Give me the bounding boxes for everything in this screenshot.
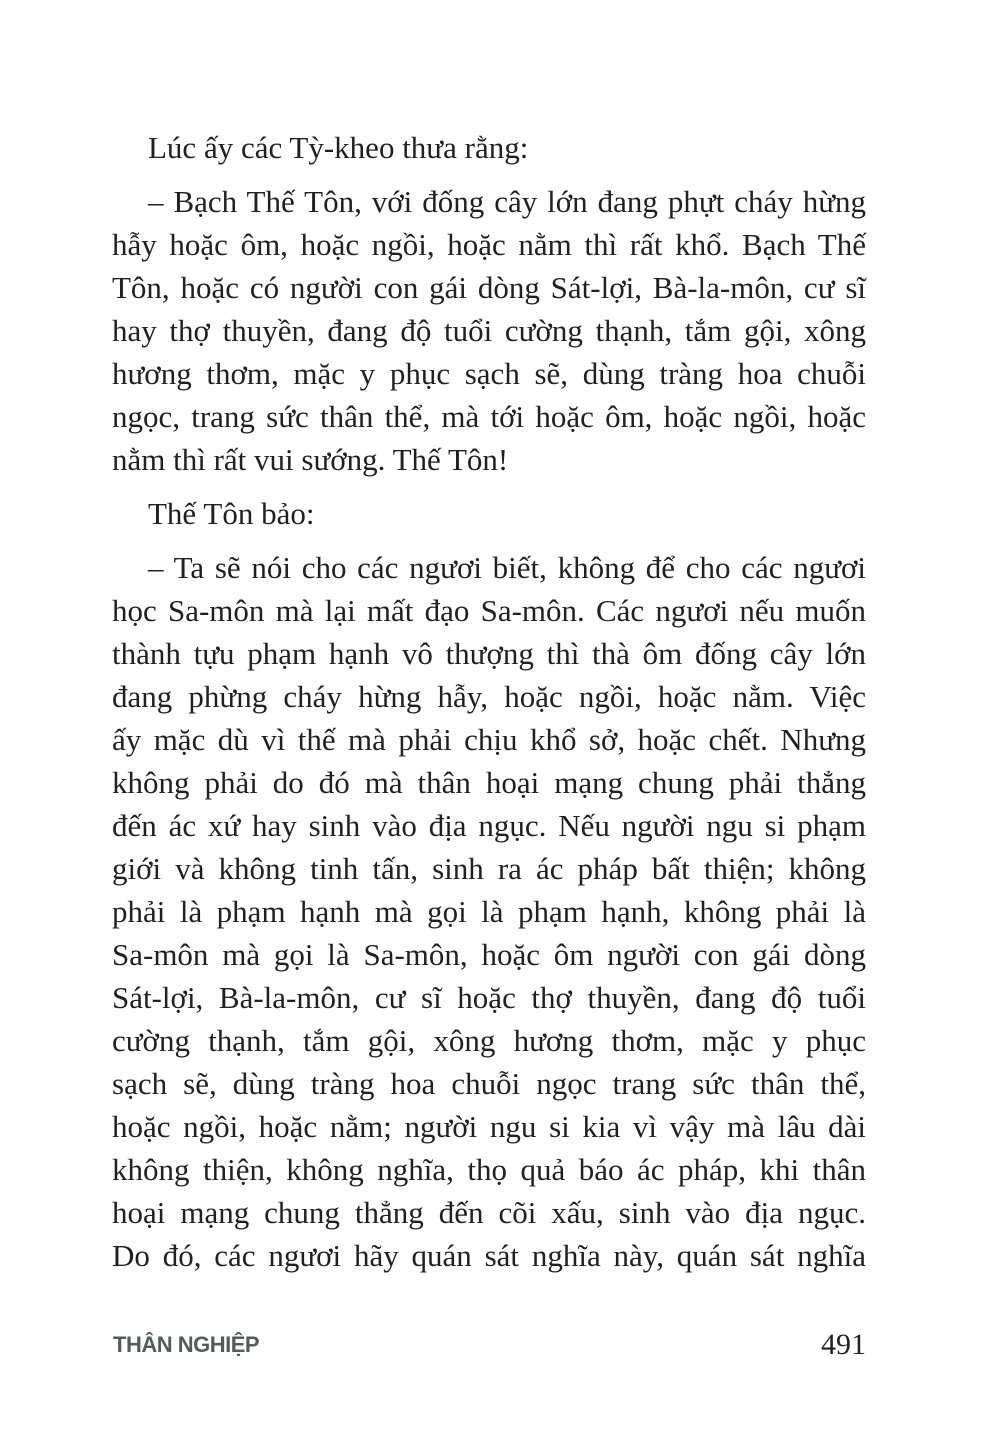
text-line: không thiện, không nghĩa, thọ quả báo ác pháp, khi thân bbox=[112, 1152, 866, 1187]
text-line: giới và không tinh tấn, sinh ra ác pháp bất thiện; không bbox=[112, 851, 866, 886]
page-body bbox=[112, 126, 866, 1288]
text-line: ngọc, trang sức thân thể, mà tới hoặc ôm, hoặc ngồi, hoặc bbox=[112, 399, 866, 434]
text-line: sạch sẽ, dùng tràng hoa chuỗi ngọc trang sức thân thể, bbox=[112, 1066, 866, 1101]
paragraph bbox=[112, 546, 866, 1277]
text-line: nằm thì rất vui sướng. Thế Tôn! bbox=[112, 442, 509, 477]
text-line: hẫy hoặc ôm, hoặc ngồi, hoặc nằm thì rất khổ. Bạch Thế bbox=[112, 227, 866, 262]
text-line: học Sa-môn mà lại mất đạo Sa-môn. Các ngươi nếu muốn bbox=[112, 593, 866, 628]
text-line: hương thơm, mặc y phục sạch sẽ, dùng tràng hoa chuỗi bbox=[112, 356, 866, 391]
text-line: – Bạch Thế Tôn, với đống cây lớn đang phựt cháy hừng bbox=[148, 184, 866, 219]
text-line: Tôn, hoặc có người con gái dòng Sát-lợi, Bà-la-môn, cư sĩ bbox=[112, 270, 866, 305]
text-line: Sa-môn mà gọi là Sa-môn, hoặc ôm người con gái dòng bbox=[112, 937, 866, 972]
text-line: đến ác xứ hay sinh vào địa ngục. Nếu người ngu si phạm bbox=[112, 808, 866, 843]
text-line: ấy mặc dù vì thế mà phải chịu khổ sở, hoặc chết. Nhưng bbox=[112, 722, 866, 757]
paragraph bbox=[112, 180, 866, 481]
text-line: Sát-lợi, Bà-la-môn, cư sĩ hoặc thợ thuyền, đang độ tuổi bbox=[112, 980, 866, 1015]
page-footer bbox=[113, 1328, 866, 1368]
text-line: Lúc ấy các Tỳ-kheo thưa rằng: bbox=[148, 130, 529, 165]
page-number: 491 bbox=[821, 1328, 866, 1361]
text-line: đang phừng cháy hừng hẫy, hoặc ngồi, hoặc nằm. Việc bbox=[112, 679, 866, 714]
paragraph bbox=[112, 126, 866, 169]
text-line: Thế Tôn bảo: bbox=[148, 496, 315, 531]
text-line: không phải do đó mà thân hoại mạng chung phải thẳng bbox=[112, 765, 866, 800]
text-line: – Ta sẽ nói cho các ngươi biết, không để cho các ngươi bbox=[148, 550, 866, 585]
text-line: hoại mạng chung thẳng đến cõi xấu, sinh vào địa ngục. bbox=[112, 1195, 866, 1230]
text-line: Do đó, các ngươi hãy quán sát nghĩa này, quán sát nghĩa bbox=[112, 1238, 866, 1273]
running-head: THÂN NGHIỆP bbox=[113, 1332, 260, 1357]
text-line: hay thợ thuyền, đang độ tuổi cường thạnh, tắm gội, xông bbox=[112, 313, 866, 348]
text-line: phải là phạm hạnh mà gọi là phạm hạnh, không phải là bbox=[112, 894, 866, 929]
text-line: hoặc ngồi, hoặc nằm; người ngu si kia vì vậy mà lâu dài bbox=[112, 1109, 866, 1144]
text-line: thành tựu phạm hạnh vô thượng thì thà ôm đống cây lớn bbox=[112, 636, 866, 671]
paragraph bbox=[112, 492, 866, 535]
text-line: cường thạnh, tắm gội, xông hương thơm, mặc y phục bbox=[112, 1023, 866, 1058]
